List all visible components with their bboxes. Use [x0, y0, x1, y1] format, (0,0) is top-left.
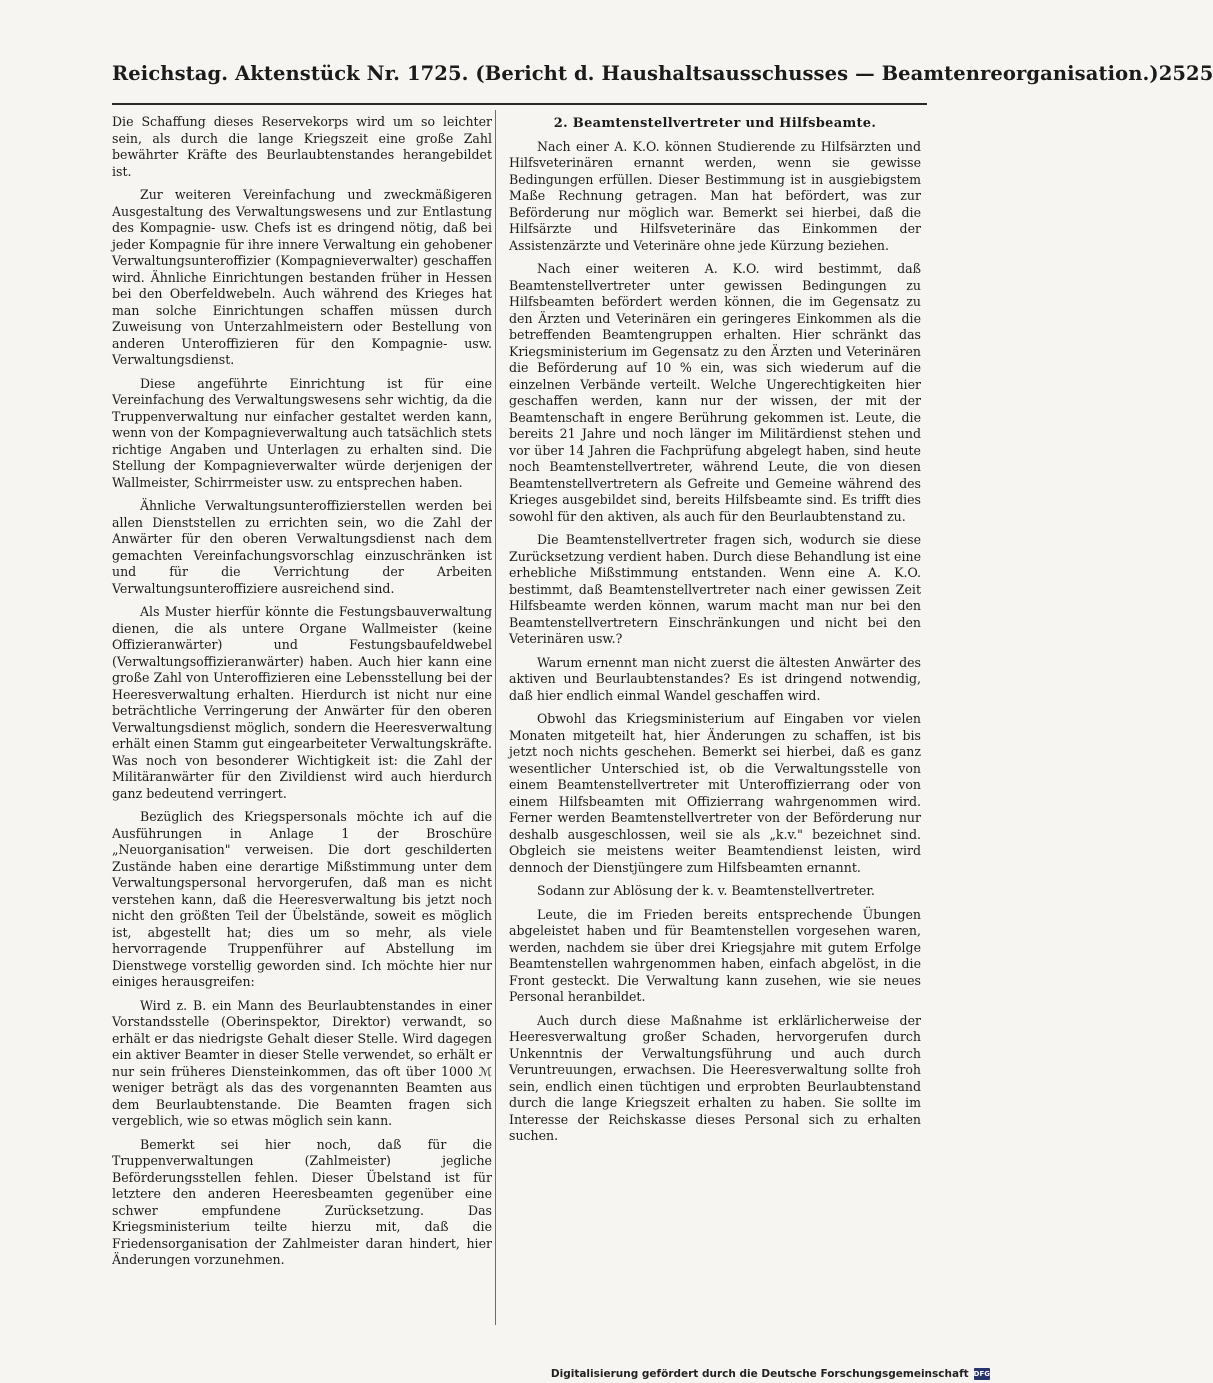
left-column	[112, 114, 492, 1276]
paragraph: Die Schaffung dieses Reservekorps wird um so leichter sein, als durch die lange Kriegszeit eine große Zahl bewährter Kräfte des Beurlaubtenstandes herangebildet ist.	[112, 114, 492, 179]
paragraph: Nach einer A. K.O. können Studierende zu Hilfsärzten und Hilfsveterinären ernannt werden, wenn sie gewisse Bedingungen erfüllen. Dieser Bestimmung ist in ausgiebigstem Maße Rechnung getragen. Man hat befördert, was zur Beförderung nur möglich war. Bemerkt sei hierbei, daß die Hilfsärzte und Hilfsveterinäre das Einkommen der Assistenzärzte und Veterinäre ohne jede Kürzung beziehen.	[509, 138, 921, 253]
paragraph: Zur weiteren Vereinfachung und zweckmäßigeren Ausgestaltung des Verwaltungswesens und zur Entlastung des Kompagnie- usw. Chefs ist es dringend nötig, daß bei jeder Kompagnie für ihre innere Verwaltung ein gehobener Verwaltungsunteroffizier (Kompagnieverwalter) geschaffen wird. Ähnliche Einrichtungen bestanden früher in Hessen bei den Oberfeldwebeln. Auch während des Krieges hat man solche Einrichtungen schaffen müssen durch Zuweisung von Unterzahlmeistern oder Bestellung von anderen Unteroffizieren für den Kompagnie- usw. Verwaltungsdienst.	[112, 187, 492, 367]
paragraph: Bezüglich des Kriegspersonals möchte ich auf die Ausführungen in Anlage 1 der Broschüre „Neuorganisation" verweisen. Die dort geschilderten Zustände haben eine derartige Mißstimmung unter dem Verwaltungspersonal hervorgerufen, daß man es nicht verstehen kann, daß die Heeresverwaltung bis jetzt noch nicht den größten Teil der Übelstände, soweit es möglich ist, abgestellt hat; dies um so mehr, als viele hervorragende Truppenführer auf Abstellung im Dienstwege vorstellig geworden sind. Ich möchte hier nur einiges herausgreifen:	[112, 809, 492, 989]
page-header	[112, 62, 1213, 96]
paragraph: Diese angeführte Einrichtung ist für eine Vereinfachung des Verwaltungswesens sehr wichtig, da die Truppenverwaltung nur einfacher gestaltet werden kann, wenn von der Kompagnieverwaltung auch tatsächlich stets richtige Angaben und Unterlagen zu erhalten sind. Die Stellung der Kompagnieverwalter würde derjenigen der Wallmeister, Schirrmeister usw. zu entsprechen haben.	[112, 375, 492, 490]
paragraph: Warum ernennt man nicht zuerst die ältesten Anwärter des aktiven und Beurlaubtenstandes? Es ist dringend notwendig, daß hier endlich einmal Wandel geschaffen wird.	[509, 654, 921, 703]
paragraph: Nach einer weiteren A. K.O. wird bestimmt, daß Beamtenstellvertreter unter gewissen Bedingungen zu Hilfsbeamten befördert werden können, die im Gegensatz zu den Ärzten und Veterinären ein geringeres Einkommen als die betreffenden Beamtengruppen erhalten. Hier schränkt das Kriegsministerium im Gegensatz zu den Ärzten und Veterinären die Beförderung auf 10 % ein, was sich wiederum auf die einzelnen Verbände verteilt. Welche Ungerechtigkeiten hier geschaffen werden, kann nur der wissen, der mit der Beamtenschaft in engere Berührung gekommen ist. Leute, die bereits 21 Jahre und noch länger im Militärdienst stehen und vor über 14 Jahren die Fachprüfung abgelegt haben, sind heute noch Beamtenstellvertreter, während Leute, die von diesen Beamtenstellvertretern als Gefreite und Gemeine während des Krieges ausgebildet sind, bereits Hilfsbeamte sind. Es trifft dies sowohl für den aktiven, als auch für den Beurlaubtenstand zu.	[509, 261, 921, 524]
header-title: Reichstag. Aktenstück Nr. 1725. (Bericht d. Haushaltsausschusses — Beamtenreorganisation.)	[112, 62, 1159, 85]
paragraph: Auch durch diese Maßnahme ist erklärlicherweise der Heeresverwaltung großer Schaden, hervorgerufen durch Unkenntnis der Verwaltungsführung und auch durch Veruntreuungen, erwachsen. Die Heeresverwaltung sollte froh sein, endlich einen tüchtigen und erprobten Beurlaubtenstand durch die lange Kriegszeit erhalten zu haben. Sie sollte im Interesse der Reichskasse dieses Personal sich zu erhalten suchen.	[509, 1012, 921, 1143]
paragraph: Sodann zur Ablösung der k. v. Beamtenstellvertreter.	[537, 883, 875, 898]
section-heading: 2. Beamtenstellvertreter und Hilfsbeamte.	[553, 116, 877, 131]
paragraph: Leute, die im Frieden bereits entsprechende Übungen abgeleistet haben und für Beamtenstellen vorgesehen waren, werden, nachdem sie über drei Kriegsjahre mit gutem Erfolge Beamtenstellen wahrgenommen haben, einfach abgelöst, in die Front gesteckt. Die Verwaltung kann zusehen, wie sie neues Personal heranbildet.	[509, 906, 921, 1004]
paragraph: Als Muster hierfür könnte die Festungsbauverwaltung dienen, die als untere Organe Wallmeister (keine Offizieranwärter) und Festungsbaufeldwebel (Verwaltungsoffizieranwärter) haben. Auch hier kann eine große Zahl von Unteroffizieren eine Lebensstellung bei der Heeresverwaltung erhalten. Hierdurch ist nicht nur eine beträchtliche Verringerung der Anwärter für den oberen Verwaltungsdienst möglich, sondern die Heeresverwaltung erhält einen Stamm gut eingearbeiteter Verwaltungskräfte. Was noch von besonderer Wichtigkeit ist: die Zahl der Militäranwärter für den Zivildienst wird auch hierdurch ganz bedeutend verringert.	[112, 604, 492, 801]
right-column	[509, 114, 921, 1152]
digitization-credit	[550, 1366, 990, 1382]
column-divider	[495, 110, 496, 1325]
paragraph: Obwohl das Kriegsministerium auf Eingaben vor vielen Monaten mitgeteilt hat, hier Änderungen zu schaffen, ist bis jetzt noch nichts geschehen. Bemerkt sei hierbei, daß es ganz wesentlicher Unterschied ist, ob die Verwaltungsstelle von einem Beamtenstellvertreter mit Unteroffizierrang oder von einem Hilfsbeamten mit Offizierrang wahrgenommen wird. Ferner werden Beamtenstellvertreter von der Beförderung nur deshalb ausgeschlossen, weil sie als „k.v." bezeichnet sind. Obgleich sie meistens weiter Beamtendienst leisten, wird dennoch der Dienstjüngere zum Hilfsbeamten ernannt.	[509, 711, 921, 875]
page-number: 2525	[1158, 62, 1213, 85]
credit-text: Digitalisierung gefördert durch die Deutsche Forschungsgemeinschaft	[550, 1368, 969, 1380]
paragraph: Ähnliche Verwaltungsunteroffizierstellen werden bei allen Dienststellen zu errichten sein, wo die Zahl der Anwärter für den oberen Verwaltungsdienst nach dem gemachten Vereinfachungsvorschlag einzuschränken ist und für die Verrichtung der Arbeiten Verwaltungsunteroffiziere ausreichend sind.	[112, 498, 492, 596]
paragraph: Wird z. B. ein Mann des Beurlaubtenstandes in einer Vorstandsstelle (Oberinspektor, Direktor) verwandt, so erhält er das niedrigste Gehalt dieser Stelle. Wird dagegen ein aktiver Beamter in dieser Stelle verwendet, so erhält er nur sein früheres Diensteinkommen, das oft über 1000 ℳ weniger beträgt als das des vorgenannten Beamten aus dem Beurlaubtenstande. Die Beamten fragen sich vergeblich, wie so etwas möglich sein kann.	[112, 997, 492, 1128]
paragraph: Die Beamtenstellvertreter fragen sich, wodurch sie diese Zurücksetzung verdient haben. Durch diese Behandlung ist eine erhebliche Mißstimmung entstanden. Wenn eine A. K.O. bestimmt, daß Beamtenstellvertreter nach einer gewissen Zeit Hilfsbeamte werden können, warum macht man nur bei den Beamtenstellvertretern Einschränkungen und nicht bei den Veterinären usw.?	[509, 532, 921, 646]
header-rule	[112, 103, 927, 105]
dfg-logo: DFG	[973, 1370, 990, 1378]
paragraph: Bemerkt sei hier noch, daß für die Truppenverwaltungen (Zahlmeister) jegliche Beförderungsstellen fehlen. Dieser Übelstand ist für letztere den anderen Heeresbeamten gegenüber eine schwer empfundene Zurücksetzung. Das Kriegsministerium teilte hierzu mit, daß die Friedensorganisation der Zahlmeister daran hindert, hier Änderungen vorzunehmen.	[112, 1136, 492, 1267]
